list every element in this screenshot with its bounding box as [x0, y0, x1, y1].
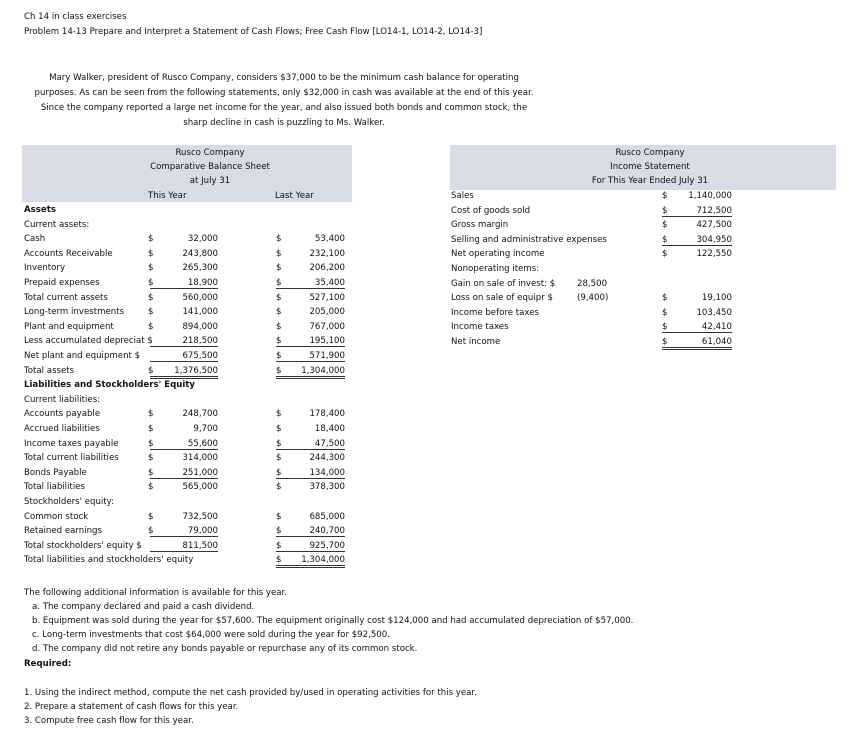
is-row-label: Net operating income — [451, 249, 545, 259]
bs-dollar-this: $ — [148, 263, 154, 273]
bs-row-label: Long-term investments — [24, 307, 125, 317]
is-value: 61,040 — [662, 337, 732, 350]
is-value: 19,100 — [701, 293, 732, 303]
intro-line-4: sharp decline in cash is puzzling to Ms. Walker. — [183, 118, 385, 128]
is-value: 427,500 — [696, 220, 732, 230]
bs-row-label: Common stock — [24, 512, 89, 522]
bs-dollar-this: $ — [148, 249, 154, 259]
bs-row-label: Accrued liabilities — [24, 424, 100, 434]
bs-row-label: Net plant and equipment $ — [24, 351, 141, 361]
bs-value-this: 218,500 — [150, 336, 218, 347]
is-dollar: $ — [662, 191, 668, 201]
bs-dollar-this: $ — [148, 366, 154, 376]
is-statement-name: Income Statement — [610, 162, 690, 172]
bs-value-this: 141,000 — [182, 307, 218, 317]
bs-row-label: Current liabilities: — [24, 395, 101, 405]
bs-row-label: Stockholders' equity: — [24, 497, 115, 507]
intro-line-3: Since the company reported a large net income for the year, and also issued both bonds and common stock, the — [40, 103, 528, 113]
required-item-1: 1. Using the indirect method, compute the net cash provided by/used in operating activities for this year. — [24, 688, 477, 698]
bs-dollar-last: $ — [276, 555, 282, 565]
bs-dollar-last: $ — [276, 234, 282, 244]
is-row-label: Nonoperating items: — [451, 264, 540, 274]
bs-value-this: 811,500 — [150, 541, 218, 552]
bs-row-label: Total assets — [24, 366, 75, 376]
is-dollar: $ — [662, 249, 668, 259]
is-dollar: $ — [662, 206, 668, 216]
bs-row-label: Current assets: — [24, 220, 90, 230]
bs-dollar-last: $ — [276, 366, 282, 376]
bs-row-label: Less accumulated depreciat $ — [24, 336, 153, 346]
is-row-label: Income taxes — [451, 322, 509, 332]
bs-value-last: 134,000 — [276, 468, 345, 479]
bs-dollar-last: $ — [276, 453, 282, 463]
bs-dollar-last: $ — [276, 322, 282, 332]
bs-dollar-this: $ — [148, 278, 154, 288]
bs-value-this: 560,000 — [182, 293, 218, 303]
is-value: 304,950 — [662, 235, 732, 246]
bs-statement-name: Comparative Balance Sheet — [150, 162, 270, 172]
additional-item-c: c. Long-term investments that cost $64,000 were sold during the year for $92,500. — [32, 630, 390, 640]
bs-value-this: 79,000 — [150, 526, 218, 537]
is-value: 712,500 — [662, 206, 732, 217]
bs-dollar-this: $ — [148, 424, 154, 434]
bs-dollar-this: $ — [148, 526, 154, 536]
additional-item-d: d. The company did not retire any bonds payable or repurchase any of its common stock. — [32, 644, 418, 654]
bs-dollar-last: $ — [276, 351, 282, 361]
bs-dollar-last: $ — [276, 293, 282, 303]
is-dollar: $ — [662, 322, 668, 332]
bs-dollar-last: $ — [276, 263, 282, 273]
is-row-label: Sales — [451, 191, 474, 201]
required-item-2: 2. Prepare a statement of cash flows for this year. — [24, 702, 239, 712]
bs-value-this: 1,376,500 — [150, 366, 218, 379]
bs-row-label: Assets — [24, 205, 56, 215]
bs-value-last: 232,100 — [309, 249, 345, 259]
bs-value-this: 265,300 — [182, 263, 218, 273]
additional-item-b: b. Equipment was sold during the year for $57,600. The equipment originally cost $124,000 and had accumulated depreciation of $57,000. — [32, 616, 634, 626]
bs-dollar-last: $ — [276, 439, 282, 449]
is-row-subvalue: 28,500 — [577, 279, 608, 289]
bs-value-last: 378,300 — [309, 482, 345, 492]
bs-dollar-last: $ — [276, 468, 282, 478]
bs-value-last: 18,400 — [314, 424, 345, 434]
bs-value-last: 1,304,000 — [276, 366, 345, 379]
bs-row-label: Accounts payable — [24, 409, 101, 419]
is-value: 122,550 — [696, 249, 732, 259]
bs-col-this-year: This Year — [148, 191, 187, 201]
is-row-label: Gross margin — [451, 220, 509, 230]
bs-dollar-last: $ — [276, 424, 282, 434]
bs-dollar-this: $ — [148, 234, 154, 244]
is-row-label: Gain on sale of invest: $ — [451, 279, 556, 289]
bs-value-last: 571,900 — [276, 351, 345, 362]
is-value: 1,140,000 — [688, 191, 732, 201]
bs-col-last-year: Last Year — [275, 191, 314, 201]
bs-dollar-last: $ — [276, 336, 282, 346]
is-dollar: $ — [662, 235, 668, 245]
bs-row-label: Accounts Receivable — [24, 249, 113, 259]
problem-title: Problem 14-13 Prepare and Interpret a Statement of Cash Flows; Free Cash Flow [LO14-1, LO14-2, LO14-3] — [24, 27, 483, 37]
additional-item-a: a. The company declared and paid a cash dividend. — [32, 602, 255, 612]
bs-value-last: 240,700 — [276, 526, 345, 537]
bs-dollar-this: $ — [148, 322, 154, 332]
bs-dollar-last: $ — [276, 526, 282, 536]
bs-dollar-this: $ — [148, 512, 154, 522]
bs-date: at July 31 — [189, 176, 231, 186]
bs-value-this: 251,000 — [150, 468, 218, 479]
additional-info-lead: The following additional information is available for this year. — [24, 588, 288, 598]
bs-row-label: Total liabilities and stockholders' equity — [24, 555, 194, 565]
bs-row-label: Retained earnings — [24, 526, 102, 536]
bs-row-label: Total stockholders' equity $ — [24, 541, 142, 551]
bs-dollar-last: $ — [276, 512, 282, 522]
bs-value-last: 527,100 — [309, 293, 345, 303]
bs-value-this: 675,500 — [150, 351, 218, 362]
bs-value-this: 248,700 — [182, 409, 218, 419]
bs-dollar-last: $ — [276, 482, 282, 492]
intro-line-2: purposes. As can be seen from the following statements, only $32,000 in cash was available at the end of this year. — [34, 88, 534, 98]
required-label: Required: — [24, 659, 72, 669]
bs-value-last: 35,400 — [276, 278, 345, 289]
bs-value-this: 894,000 — [182, 322, 218, 332]
bs-row-label: Total liabilities — [24, 482, 85, 492]
bs-dollar-last: $ — [276, 409, 282, 419]
bs-dollar-last: $ — [276, 249, 282, 259]
bs-value-last: 47,500 — [276, 439, 345, 450]
bs-dollar-last: $ — [276, 307, 282, 317]
bs-row-label: Prepaid expenses — [24, 278, 100, 288]
is-row-label: Selling and administrative expenses — [451, 235, 607, 245]
bs-value-this: 243,800 — [182, 249, 218, 259]
bs-dollar-last: $ — [276, 541, 282, 551]
bs-dollar-this: $ — [148, 409, 154, 419]
bs-dollar-this: $ — [148, 468, 154, 478]
bs-dollar-this: $ — [148, 307, 154, 317]
bs-dollar-this: $ — [148, 482, 154, 492]
bs-value-this: 9,700 — [193, 424, 218, 434]
is-row-label: Cost of goods sold — [451, 206, 531, 216]
bs-value-last: 244,300 — [309, 453, 345, 463]
is-row-subvalue: (9,400) — [577, 293, 609, 303]
bs-value-this: 32,000 — [187, 234, 218, 244]
is-row-label: Net income — [451, 337, 501, 347]
exercise-title: Ch 14 in class exercises — [24, 12, 127, 22]
bs-value-this: 314,000 — [182, 453, 218, 463]
bs-value-last: 925,700 — [276, 541, 345, 552]
is-dollar: $ — [662, 220, 668, 230]
bs-row-label: Total current assets — [24, 293, 108, 303]
bs-row-label: Total current liabilities — [24, 453, 119, 463]
is-value: 42,410 — [662, 322, 732, 333]
is-period: For This Year Ended July 31 — [591, 176, 709, 186]
is-row-label: Loss on sale of equipr $ — [451, 293, 553, 303]
bs-value-last: 205,000 — [309, 307, 345, 317]
bs-row-label: Inventory — [24, 263, 66, 273]
bs-dollar-this: $ — [148, 293, 154, 303]
bs-value-last: 178,400 — [309, 409, 345, 419]
bs-dollar-last: $ — [276, 278, 282, 288]
bs-row-label: Income taxes payable — [24, 439, 119, 449]
bs-row-label: Plant and equipment — [24, 322, 114, 332]
bs-value-this: 18,900 — [150, 278, 218, 289]
bs-value-last: 53,400 — [314, 234, 345, 244]
is-dollar: $ — [662, 308, 668, 318]
bs-row-label: Cash — [24, 234, 46, 244]
is-dollar: $ — [662, 293, 668, 303]
bs-dollar-this: $ — [148, 453, 154, 463]
bs-dollar-this: $ — [148, 439, 154, 449]
bs-row-label: Liabilities and Stockholders' Equity — [24, 380, 195, 390]
bs-value-last: 1,304,000 — [276, 555, 345, 568]
bs-value-last: 195,100 — [276, 336, 345, 347]
bs-value-last: 767,000 — [309, 322, 345, 332]
intro-line-1: Mary Walker, president of Rusco Company, considers $37,000 to be the minimum cash balance for operating — [49, 73, 519, 83]
bs-value-last: 206,200 — [309, 263, 345, 273]
bs-value-this: 732,500 — [182, 512, 218, 522]
is-row-label: Income before taxes — [451, 308, 539, 318]
is-dollar: $ — [662, 337, 668, 347]
bs-value-last: 685,000 — [309, 512, 345, 522]
bs-value-this: 565,000 — [182, 482, 218, 492]
is-company-name: Rusco Company — [615, 148, 685, 158]
bs-company-name: Rusco Company — [175, 148, 245, 158]
bs-value-this: 55,600 — [150, 439, 218, 450]
bs-row-label: Bonds Payable — [24, 468, 87, 478]
is-value: 103,450 — [696, 308, 732, 318]
required-item-3: 3. Compute free cash flow for this year. — [24, 716, 194, 726]
